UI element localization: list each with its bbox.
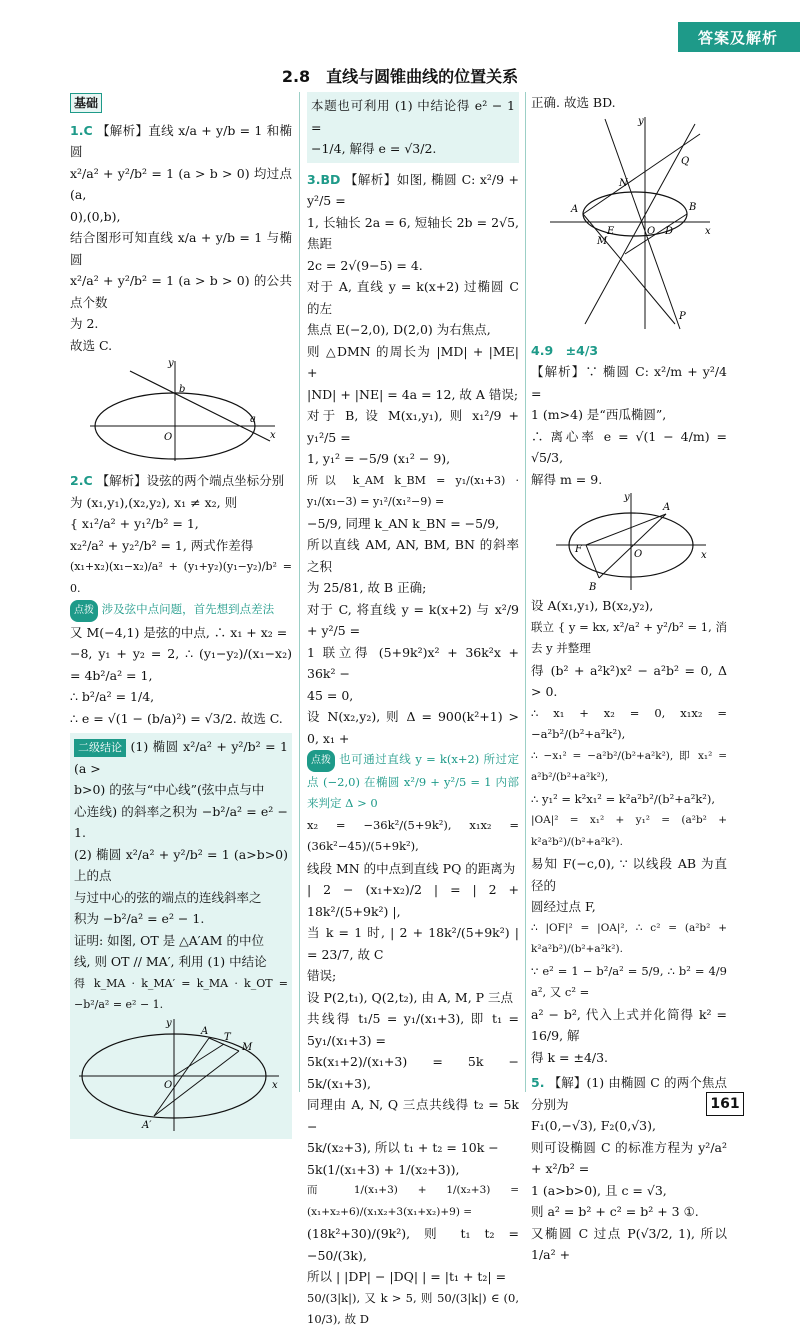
header-tab [678,22,800,52]
text-line: 0),(0,b), [70,208,121,224]
text-line: 证明: 如图, OT 是 △A′AM 的中位 [74,932,264,948]
text-line: −5/9, 同理 k_AN k_BN = −5/9, [307,515,500,531]
text-line: ∵ e² = 1 − b²/a² = 5/9, ∴ b² = 4/9 a², 又 c² = [531,963,727,999]
figure-2-ellipse [74,1016,284,1136]
text-line: a² − b², 代入上式并化简得 k² = 16/9, 解 [531,1006,727,1043]
text-line: 得 k = ±4/3. [531,1049,609,1065]
fig-label: Q [681,155,690,167]
text-line: −1/4, 解得 e = √3/2. [311,141,437,156]
q4-number: 4. [531,342,545,358]
text-line: 5k/(x₂+3), 所以 t₁ + t₂ = 10k − [307,1140,499,1155]
text-line: 解得 m = 9. [531,471,603,487]
text-line: |OA|² = x₁² + y₁² = (a²b² + k²a²b²)/(b²+a²k²). [531,814,727,848]
text-line: 圆经过点 F, [531,899,596,914]
text-line: 设 P(2,t₁), Q(2,t₂), 由 A, M, P 三点 [307,989,514,1005]
text-line: 对于 B, 设 M(x₁,y₁), 则 x₁²/9 + y₁²/5 = [307,408,519,445]
question-1 [70,120,292,357]
fig-label: y [166,1017,172,1029]
text-line: |ND| + |NE| = 4a = 12, 故 A 错误; [307,386,519,402]
tip-text: 涉及弦中点问题，首先想到点差法 [101,602,275,616]
fig-label: F [575,544,582,555]
fig-label: T [224,1031,231,1043]
fig-label: a [250,414,256,425]
text-line: 同理由 A, N, Q 三点共线得 t₂ = 5k − [307,1097,519,1134]
fig-label: x [701,550,707,561]
fig-label: B [689,201,697,213]
text-line: 而 1/(x₁+3) + 1/(x₂+3) = (x₁+x₂+6)/(x₁x₂+3(x₁+x₂)+9) = [307,1184,519,1218]
text-line: 【解析】设弦的两个端点坐标分别 [96,473,285,488]
text-line: 【解析】直线 x/a + y/b = 1 和椭圆 [70,122,292,159]
text-line: 所以直线 AM, AN, BM, BN 的斜率之积 [307,537,519,574]
text-line: ∴ 离心率 e = √(1 − 4/m) = √5/3, [531,428,727,465]
text-line: ∴ |OF|² = |OA|², ∴ c² = (a²b² + k²a²b²)/(b²+a²k²). [531,921,727,955]
figure-1-ellipse [80,356,280,466]
text-line: 1 联立得 (5+9k²)x² + 36k²x + 36k² − [307,644,519,681]
column-divider [299,92,300,1092]
fig-label: M [242,1041,253,1053]
remark-box [307,92,519,163]
fig-label: x [270,430,276,441]
text-line: 则 a² = b² + c² = b² + 3 ①. [531,1204,699,1219]
fig-label: A [571,203,579,215]
text-line: 积为 −b²/a² = e² − 1. [74,911,205,926]
text-line: 5k(1/(x₁+3) + 1/(x₂+3)), [307,1161,460,1177]
text-line: F₁(0,−√3), F₂(0,√3), [531,1118,656,1133]
fig-label: y [624,492,630,503]
fig-label: N [619,177,628,189]
text-line: ∴ e = √(1 − (b/a)²) = √3/2. 故选 C. [70,710,283,726]
question-5 [531,1072,727,1266]
q2-number: 2. [70,473,84,488]
text-line: (x₁+x₂)(x₁−x₂)/a² + (y₁+y₂)(y₁−y₂)/b² = 0. [70,560,292,595]
section-tag-basic: 基础 [70,93,102,113]
fig-label: P [679,310,686,322]
text-line: 当 k = 1 时, | 2 + 18k²/(5+9k²) | = 23/7, 故 C [307,925,519,962]
text-line: ∴ b²/a² = 1/4, [70,689,155,704]
q4-answer: 9 ±4/3 [544,342,599,358]
q2-answer: C [83,473,93,488]
text-line: 正确. 故选 BD. [531,95,616,110]
text-line: 线, 则 OT // MA′, 利用 (1) 中结论 [74,954,267,969]
text-line: ∴ −x₁² = −a²b²/(b²+a²k²), 即 x₁² = a²b²/(b²+a²k²), [531,749,727,783]
text-line: 1, y₁² = −5/9 (x₁² − 9), [307,451,451,466]
text-line: 易知 F(−c,0), ∵ 以线段 AB 为直径的 [531,856,727,893]
fig-label: O [634,549,643,560]
text-line: 设 N(x₂,y₂), 则 Δ = 900(k²+1) > 0, x₁ + [307,709,519,746]
text-line: x²/a² + y²/b² = 1 (a > b > 0) 均过点 (a, [70,165,292,202]
fig-label: M [597,235,608,247]
fig-label: b [179,384,186,395]
tip-text: 也可通过直线 y = k(x+2) 所过定点 (−2,0) 在椭圆 x²/9 + y²/5 = 1 内部来判定 Δ > 0 [307,752,519,810]
question-2 [70,470,292,729]
fig-label: x [272,1079,278,1091]
fig-label: D [665,225,674,237]
fig-label: x [705,225,711,237]
text-line: 则 △DMN 的周长为 |MD| + |ME| + [307,343,519,380]
question-4 [531,340,727,1069]
text-line: 与过中心的弦的端点的连线斜率之 [74,889,262,905]
text-line: (18k²+30)/(9k²), 则 t₁ t₂ = −50/(3k), [307,1226,519,1263]
text-line: (2) 椭圆 x²/a² + y²/b² = 1 (a>b>0) 上的点 [74,846,288,883]
text-line: 所以 k_AM k_BM = y₁/(x₁+3) · y₁/(x₁−3) = y₁²/(x₁²−9) = [307,473,519,508]
text-line: 【解】(1) 由椭圆 C 的两个焦点分别为 [531,1075,727,1112]
text-line: { x₁²/a² + y₁²/b² = 1, [70,516,199,531]
text-line: 设 A(x₁,y₁), B(x₂,y₂), [531,598,654,613]
text-line: ∴ x₁ + x₂ = 0, x₁x₂ = −a²b²/(b²+a²k²), [531,705,727,741]
tip-badge: 点拨 [70,600,98,622]
text-line: 心连线) 的斜率之积为 −b²/a² = e² − 1. [74,803,288,840]
conclusion-tag: 二级结论 [74,739,126,757]
text-line: 又椭圆 C 过点 P(√3/2, 1), 所以 1/a² + [531,1225,727,1262]
q1-answer: C [83,122,93,138]
text-line: ∴ y₁² = k²x₁² = k²a²b²/(b²+a²k²), [531,791,716,806]
text-line: b>0) 的弦与“中心线”(弦中点与中 [74,782,265,797]
column-divider [525,92,526,1092]
text-line: 1 (a>b>0), 且 c = √3, [531,1182,667,1198]
fig-label: y [638,115,644,127]
tip-badge: 点拨 [307,750,335,772]
q1-number: 1. [70,122,84,138]
text-line: −8, y₁ + y₂ = 2, ∴ (y₁−y₂)/(x₁−x₂) = 4b²/a² = 1, [70,646,292,683]
fig-label: O [164,432,173,443]
text-line: 结合图形可知直线 x/a + y/b = 1 与椭圆 [70,230,292,267]
text-line: (1) 椭圆 x²/a² + y²/b² = 1 (a > [74,739,288,776]
fig-label: A [663,502,671,513]
q5-number: 5. [531,1075,545,1090]
fig-label: A′ [142,1119,152,1131]
q3-number: 3. [307,171,321,187]
fig-label: y [168,358,174,369]
page-header [0,0,800,52]
text-line: 为 25/81, 故 B 正确; [307,580,427,595]
fig-label: O [647,225,656,237]
text-line: 得 k_MA · k_MA′ = k_MA · k_OT = −b²/a² = e² − 1. [74,976,288,1011]
text-line: 1 (m>4) 是“西瓜椭圆”, [531,407,667,422]
text-line: 对于 C, 将直线 y = k(x+2) 与 x²/9 + y²/5 = [307,601,519,638]
text-line: 本题也可利用 (1) 中结论得 e² − 1 = [311,98,515,135]
section-title: 2.8 直线与圆锥曲线的位置关系 [281,67,519,86]
fig-label: A [201,1025,209,1037]
text-line: x²/a² + y²/b² = 1 (a > b > 0) 的公共点个数 [70,273,292,310]
text-line: 2c = 2√(9−5) = 4. [307,257,423,273]
header-tab-label: 答案及解析 [698,29,779,47]
column-3 [531,92,727,1266]
text-line: 【解析】如图, 椭圆 C: x²/9 + y²/5 = [307,171,519,208]
text-line: 为 2. [70,316,99,331]
text-line: 共线得 t₁/5 = y₁/(x₁+3), 即 t₁ = 5y₁/(x₁+3) = [307,1011,519,1048]
figure-3-ellipse-lines [545,114,715,334]
text-line: 【解析】∵ 椭圆 C: x²/m + y²/4 = [531,364,727,401]
text-line: 50/(3|k|), 又 k > 5, 则 50/(3|k|) ∈ (0, 10/3), 故 D [307,1290,519,1326]
fig-label: E [607,225,615,237]
text-line: x₂ = −36k²/(5+9k²), x₁x₂ = (36k²−45)/(5+9k²), [307,817,519,853]
text-line: 则可设椭圆 C 的标准方程为 y²/a² + x²/b² = [531,1139,727,1176]
question-3 [307,169,519,1331]
text-line: 为 (x₁,y₁),(x₂,y₂), x₁ ≠ x₂, 则 [70,494,238,510]
page-number: 161 [706,1092,744,1116]
text-line: 对于 A, 直线 y = k(x+2) 过椭圆 C 的左 [307,279,519,316]
text-line: 焦点 E(−2,0), D(2,0) 为右焦点, [307,322,491,337]
column-1 [70,92,292,1139]
text-line: 1, 长轴长 2a = 6, 短轴长 2b = 2√5, 焦距 [307,214,519,251]
conclusion-box [70,733,292,1139]
text-line: x₂²/a² + y₂²/b² = 1, 两式作差得 [70,537,254,553]
column-2 [307,92,519,1331]
text-line: 5k(x₁+2)/(x₁+3) = 5k − 5k/(x₁+3), [307,1054,519,1091]
q3-answer: BD [320,171,341,187]
text-line: 所以 | |DP| − |DQ| | = |t₁ + t₂| = [307,1269,507,1284]
text-line: 错误; [307,968,337,983]
text-line: | 2 − (x₁+x₂)/2 | = | 2 + 18k²/(5+9k²) |, [307,882,519,919]
text-line: 联立 { y = kx, x²/a² + y²/b² = 1, 消去 y 并整理 [531,619,727,655]
text-line: 故选 C. [70,337,113,353]
fig-label: O [164,1079,173,1091]
text-line: 得 (b² + a²k²)x² − a²b² = 0, Δ > 0. [531,662,727,699]
text-line: 线段 MN 的中点到直线 PQ 的距离为 [307,860,516,876]
fig-label: B [589,582,597,593]
text-line: 45 = 0, [307,687,354,703]
text-line: 又 M(−4,1) 是弦的中点, ∴ x₁ + x₂ = [70,624,288,640]
figure-4-ellipse [551,490,711,595]
